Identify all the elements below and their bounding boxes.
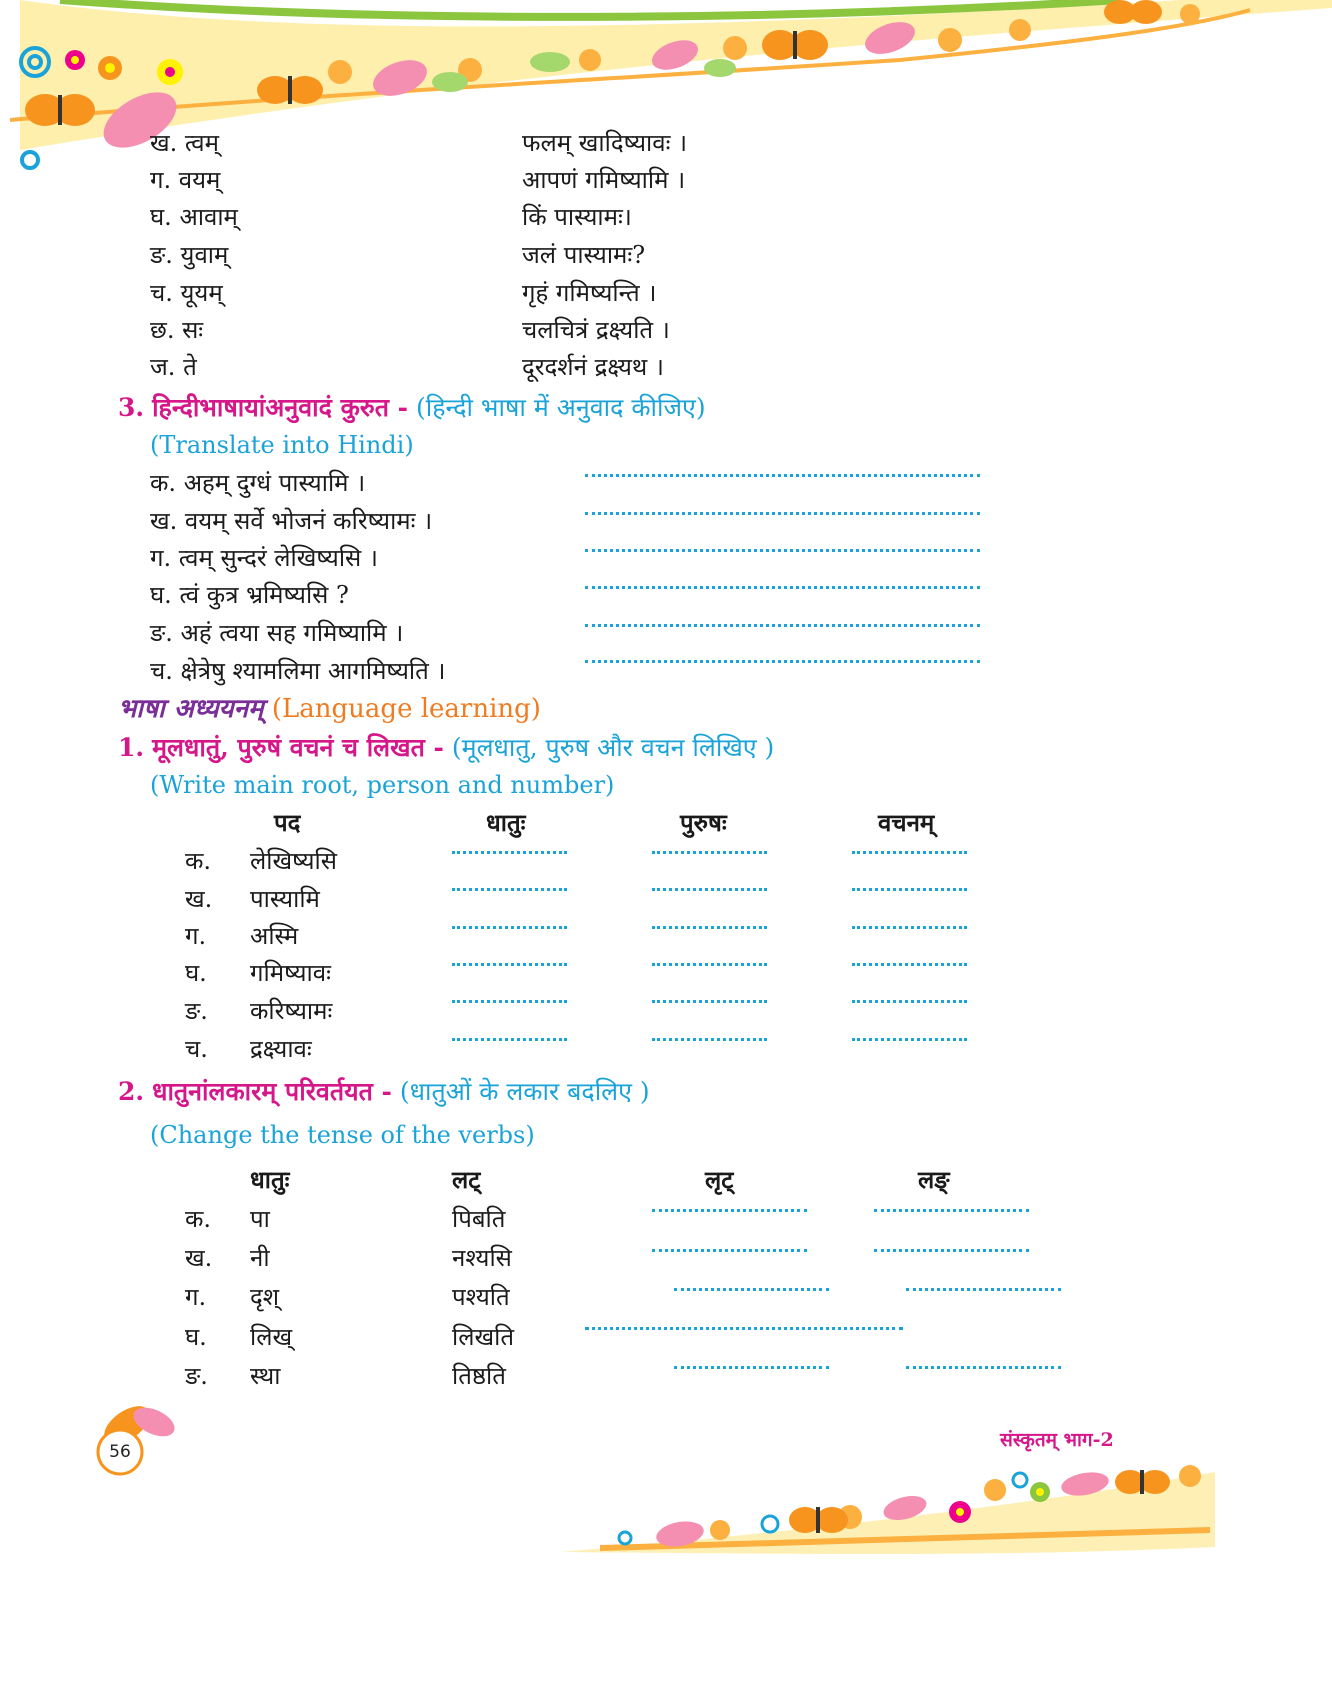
q3-item: ङ. अहं त्वया सह गमिष्यामि ।: [150, 619, 404, 647]
answer-blank[interactable]: [452, 1038, 567, 1041]
row-root: दृश्: [250, 1283, 280, 1311]
ex1-heading: [118, 732, 774, 764]
matching-right-item: फलम् खादिष्यावः ।: [522, 129, 688, 157]
row-label: ङ.: [185, 1362, 208, 1390]
row-label: ग.: [185, 1283, 207, 1311]
ex2-title: धातुनांलकारम् परिवर्तयत -: [152, 1077, 392, 1106]
q3-title: हिन्दीभाषायांअनुवादं कुरुत -: [152, 393, 409, 422]
row-label: च.: [185, 1035, 208, 1063]
answer-blank[interactable]: [652, 963, 767, 966]
answer-blank[interactable]: [874, 1209, 1029, 1212]
q3-item: क. अहम् दुग्धं पास्यामि ।: [150, 469, 366, 497]
row-lat: तिष्ठति: [452, 1362, 506, 1390]
matching-left-item: छ. सः: [150, 316, 204, 344]
answer-blank[interactable]: [585, 1327, 903, 1330]
ex2-header: लङ्: [918, 1165, 950, 1194]
answer-blank[interactable]: [585, 586, 980, 589]
page-number: 56: [109, 1442, 131, 1462]
answer-blank[interactable]: [852, 963, 967, 966]
butterfly-icon: [257, 76, 323, 104]
row-label: ङ.: [185, 997, 208, 1025]
row-word: गमिष्यावः: [250, 959, 331, 987]
row-word: अस्मि: [250, 922, 299, 950]
answer-blank[interactable]: [452, 851, 567, 854]
ex1-header: पद: [274, 808, 301, 837]
matching-right-item: दूरदर्शनं द्रक्ष्यथ ।: [522, 353, 664, 381]
answer-blank[interactable]: [585, 512, 980, 515]
ex1-header: धातुः: [486, 808, 526, 837]
ex1-english-instruction: (Write main root, person and number): [150, 771, 615, 799]
matching-right-item: किं पास्यामः।: [522, 203, 632, 231]
answer-blank[interactable]: [585, 474, 980, 477]
q3-heading: [118, 392, 706, 424]
ex2-heading: [118, 1076, 650, 1108]
row-word: लेखिष्यसि: [250, 847, 337, 875]
row-root: पा: [250, 1205, 270, 1233]
butterfly-icon: [762, 30, 828, 60]
answer-blank[interactable]: [585, 660, 980, 663]
matching-left-item: च. यूयम्: [150, 279, 223, 307]
answer-blank[interactable]: [852, 851, 967, 854]
ex1-header: वचनम्: [878, 808, 935, 837]
answer-blank[interactable]: [652, 1209, 807, 1212]
answer-blank[interactable]: [674, 1366, 829, 1369]
row-label: घ.: [185, 1323, 207, 1351]
matching-left-item: घ. आवाम्: [150, 203, 238, 231]
answer-blank[interactable]: [585, 624, 980, 627]
ex1-number: 1.: [118, 733, 145, 762]
answer-blank[interactable]: [906, 1288, 1061, 1291]
matching-left-item: ङ. युवाम्: [150, 241, 229, 269]
butterfly-icon: [25, 94, 95, 126]
bottom-floral-border: [0, 1462, 1332, 1692]
book-title: संस्कृतम् भाग-2: [1000, 1429, 1114, 1451]
q3-hindi-instruction: (हिन्दी भाषा में अनुवाद कीजिए): [416, 393, 706, 422]
row-word: करिष्यामः: [250, 997, 333, 1025]
flower-icon: [65, 50, 85, 70]
matching-left-item: ख. त्वम्: [150, 129, 219, 157]
row-root: लिख्: [250, 1323, 293, 1351]
ex2-number: 2.: [118, 1077, 145, 1106]
row-lat: पिबति: [452, 1205, 506, 1233]
answer-blank[interactable]: [652, 1000, 767, 1003]
ex1-hindi-instruction: (मूलधातु, पुरुष और वचन लिखिए ): [451, 733, 775, 762]
flower-icon: [98, 56, 122, 80]
matching-right-item: गृहं गमिष्यन्ति ।: [522, 279, 657, 307]
answer-blank[interactable]: [652, 888, 767, 891]
answer-blank[interactable]: [874, 1249, 1029, 1252]
answer-blank[interactable]: [452, 1000, 567, 1003]
ex2-header: लृट्: [705, 1165, 734, 1194]
row-label: क.: [185, 847, 212, 875]
flower-icon: [157, 59, 183, 85]
row-word: पास्यामि: [250, 885, 320, 913]
answer-blank[interactable]: [652, 1249, 807, 1252]
row-label: ख.: [185, 885, 213, 913]
q3-number: 3.: [118, 393, 145, 422]
answer-blank[interactable]: [452, 926, 567, 929]
butterfly-icon: [789, 1507, 848, 1533]
answer-blank[interactable]: [652, 926, 767, 929]
answer-blank[interactable]: [852, 926, 967, 929]
row-label: ख.: [185, 1244, 213, 1272]
answer-blank[interactable]: [452, 888, 567, 891]
row-root: नी: [250, 1244, 270, 1272]
matching-right-item: जलं पास्यामः?: [522, 241, 646, 269]
answer-blank[interactable]: [652, 851, 767, 854]
ex2-header: धातुः: [250, 1165, 290, 1194]
row-label: घ.: [185, 959, 207, 987]
row-word: द्रक्ष्यावः: [250, 1035, 312, 1063]
answer-blank[interactable]: [585, 549, 980, 552]
ex1-title: मूलधातुं, पुरुषं वचनं च लिखत -: [152, 733, 444, 762]
answer-blank[interactable]: [852, 1038, 967, 1041]
section-heading: [118, 693, 541, 725]
ex2-english-instruction: (Change the tense of the verbs): [150, 1121, 535, 1149]
matching-left-item: ज. ते: [150, 353, 197, 381]
q3-item: च. क्षेत्रेषु श्यामलिमा आगमिष्यति ।: [150, 657, 446, 685]
answer-blank[interactable]: [452, 963, 567, 966]
answer-blank[interactable]: [652, 1038, 767, 1041]
row-lat: नश्यसि: [452, 1244, 512, 1272]
matching-right-item: आपणं गमिष्यामि ।: [522, 166, 686, 194]
q3-english-instruction: (Translate into Hindi): [150, 431, 414, 459]
q3-item: ग. त्वम् सुन्दरं लेखिष्यसि ।: [150, 544, 379, 572]
q3-item: घ. त्वं कुत्र भ्रमिष्यसि ?: [150, 581, 349, 609]
answer-blank[interactable]: [674, 1288, 829, 1291]
matching-left-item: ग. वयम्: [150, 166, 221, 194]
answer-blank[interactable]: [906, 1366, 1061, 1369]
answer-blank[interactable]: [852, 888, 967, 891]
row-label: क.: [185, 1205, 212, 1233]
ex1-header: पुरुषः: [680, 808, 727, 837]
row-label: ग.: [185, 922, 207, 950]
q3-item: ख. वयम् सर्वे भोजनं करिष्यामः ।: [150, 507, 433, 535]
answer-blank[interactable]: [852, 1000, 967, 1003]
row-lat: पश्यति: [452, 1283, 510, 1311]
matching-right-item: चलचित्रं द्रक्ष्यति ।: [522, 316, 670, 344]
butterfly-icon: [1115, 1470, 1170, 1494]
row-root: स्था: [250, 1362, 281, 1390]
section-english: (Language learning): [271, 694, 541, 724]
section-title: भाषा अध्ययनम्: [118, 694, 264, 724]
ex2-hindi-instruction: (धातुओं के लकार बदलिए ): [399, 1077, 650, 1106]
row-lat: लिखति: [452, 1323, 515, 1351]
ex2-header: लट्: [452, 1165, 481, 1194]
